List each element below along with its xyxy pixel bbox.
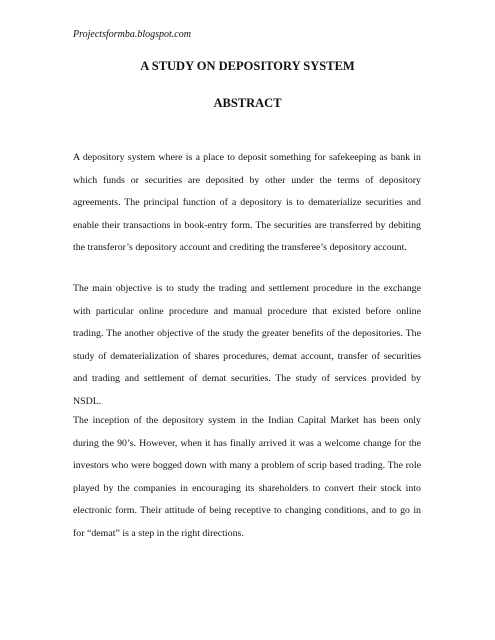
abstract-paragraph-3: The inception of the depository system in the Indian Capital Market has been only during the 90’s. However, when it has finally arrived it was a welcome change for the investors who were bogged down with many a problem of scrip based trading. The role played by the companies in encouraging its shareholders to convert their stock into electronic form. Their attitude of being receptive to changing conditions, and to go in for “demat” is a step in the right directions. (73, 415, 421, 539)
page-header-site: Projectsformba.blogspot.com (73, 29, 191, 40)
abstract-paragraph-1: A depository system where is a place to deposit something for safekeeping as bank in which funds or securities are deposited by other under the terms of depository agreements. The principal function of a depository is to dematerialize securities and enable their transactions in book-entry form. The securities are transferred by debiting the transferor’s depository account and crediting the transferee’s depository account. (73, 152, 421, 253)
section-heading-abstract: ABSTRACT (213, 96, 282, 110)
abstract-paragraph-2: The main objective is to study the trading and settlement procedure in the exchange with particular online procedure and manual procedure that existed before online trading. The another objective of the study the greater benefits of the depositories. The study of dematerialization of shares procedures, demat account, transfer of securities and trading and settlement of demat securities. The study of services provided by NSDL. (73, 283, 421, 407)
document-title: A STUDY ON DEPOSITORY SYSTEM (140, 59, 355, 73)
